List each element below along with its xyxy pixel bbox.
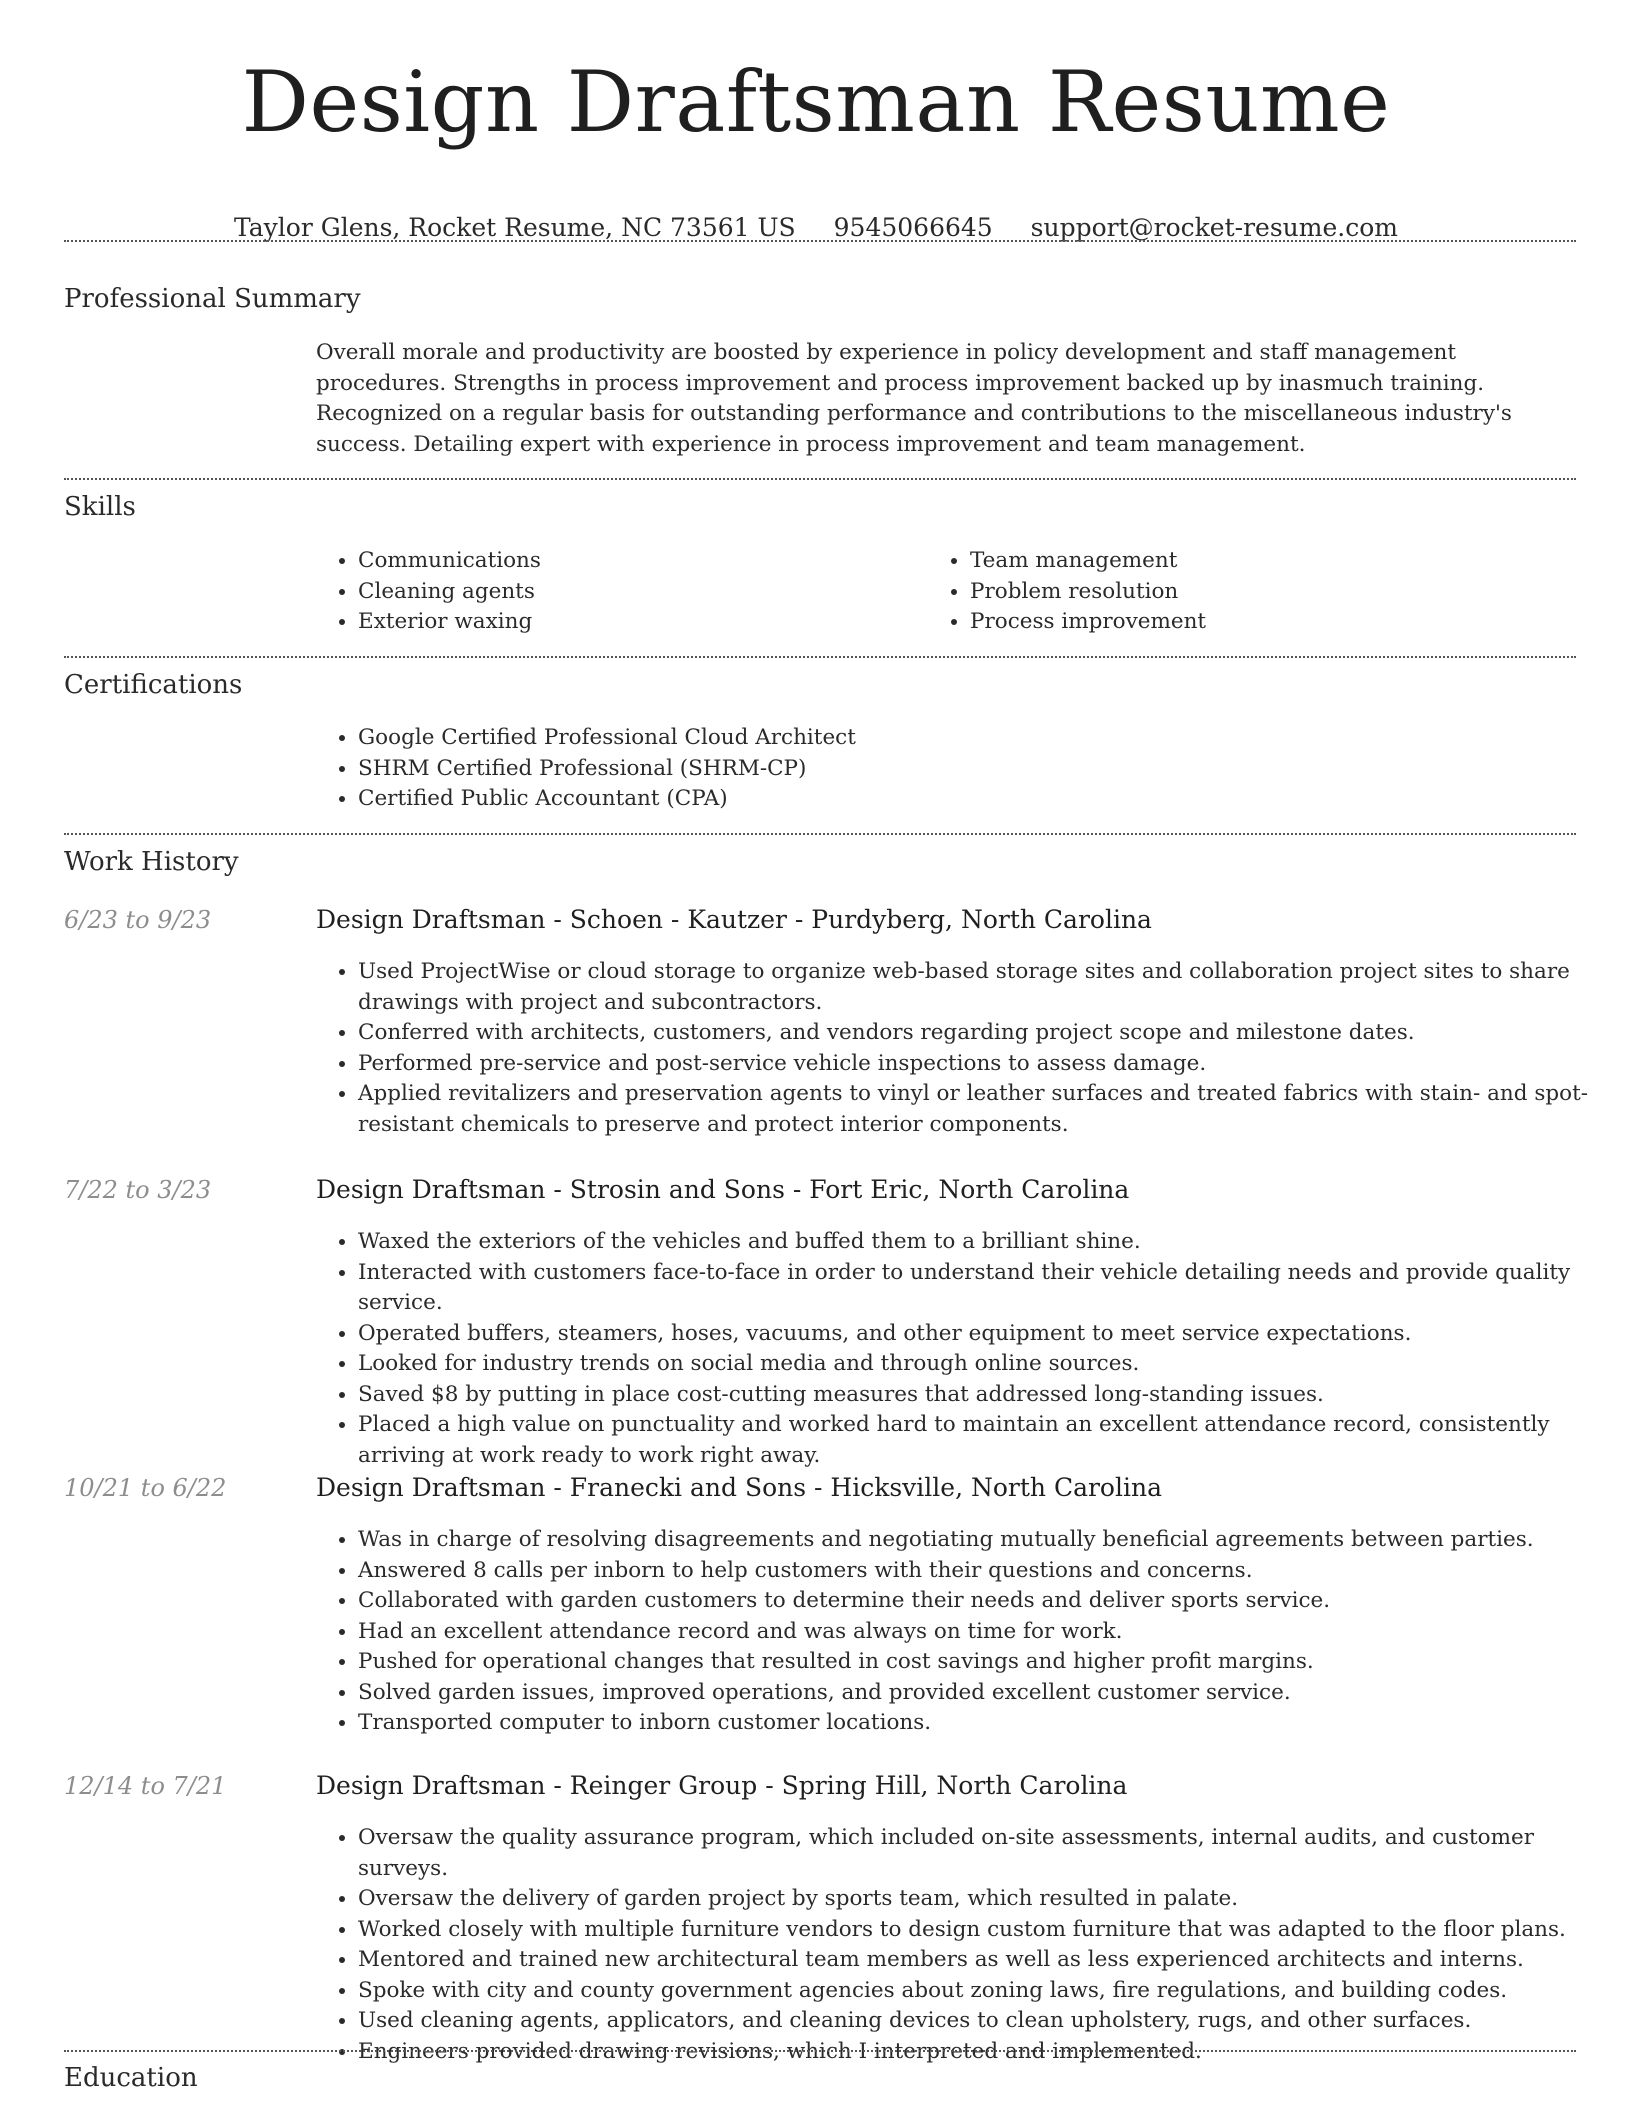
list-item: • Oversaw the delivery of garden project by sports team, which resulted in palate. xyxy=(358,1884,1620,1915)
list-item: • Communications xyxy=(358,546,918,577)
certifications-list xyxy=(314,723,1618,815)
list-item: • Exterior waxing xyxy=(358,607,918,638)
job-bullets xyxy=(314,1823,1620,2067)
list-item: • Mentored and trained new architectural team members as well as less experienced architects and interns. xyxy=(358,1945,1620,1976)
job-title: Design Draftsman - Reinger Group - Spring Hill, North Carolina xyxy=(316,1771,1128,1800)
list-item: • Conferred with architects, customers, and vendors regarding project scope and milestone dates. xyxy=(358,1018,1620,1049)
list-item: • Worked closely with multiple furniture vendors to design custom furniture that was adapted to the floor plans. xyxy=(358,1915,1620,1946)
list-item: • Team management xyxy=(970,546,1570,577)
section-title-certifications: Certifications xyxy=(64,670,243,700)
skills-list-right xyxy=(926,546,1570,638)
job-title: Design Draftsman - Strosin and Sons - Fort Eric, North Carolina xyxy=(316,1175,1130,1204)
job-dates: 10/21 to 6/22 xyxy=(64,1474,227,1502)
divider xyxy=(64,478,1576,480)
list-item: • Saved $8 by putting in place cost-cutting measures that addressed long-standing issues. xyxy=(358,1380,1620,1411)
skills-list-left xyxy=(314,546,918,638)
list-item: • Used cleaning agents, applicators, and cleaning devices to clean upholstery, rugs, and other surfaces. xyxy=(358,2006,1620,2037)
list-item: • Problem resolution xyxy=(970,577,1570,608)
divider xyxy=(64,240,1576,242)
contact-email[interactable]: support@rocket-resume.com xyxy=(1030,213,1398,242)
list-item: • Collaborated with garden customers to determine their needs and deliver sports service. xyxy=(358,1586,1620,1617)
list-item: • Google Certified Professional Cloud Architect xyxy=(358,723,1618,754)
list-item: • Oversaw the quality assurance program, which included on-site assessments, internal audits, and customer surveys. xyxy=(358,1823,1620,1884)
list-item: • Engineers provided drawing revisions, which I interpreted and implemented. xyxy=(358,2037,1620,2068)
job-dates: 7/22 to 3/23 xyxy=(64,1176,212,1204)
job-dates: 6/23 to 9/23 xyxy=(64,906,212,934)
contact-address: Taylor Glens, Rocket Resume, NC 73561 US xyxy=(234,213,796,242)
list-item: • Looked for industry trends on social media and through online sources. xyxy=(358,1349,1620,1380)
section-title-skills: Skills xyxy=(64,492,136,522)
list-item: • Solved garden issues, improved operations, and provided excellent customer service. xyxy=(358,1678,1620,1709)
section-title-summary: Professional Summary xyxy=(64,284,361,314)
job-title: Design Draftsman - Franecki and Sons - Hicksville, North Carolina xyxy=(316,1473,1162,1502)
list-item: • Used ProjectWise or cloud storage to organize web-based storage sites and collaboration project sites to share drawings with project and subcontractors. xyxy=(358,957,1620,1018)
list-item: • Waxed the exteriors of the vehicles and buffed them to a brilliant shine. xyxy=(358,1227,1620,1258)
job-bullets xyxy=(314,1525,1620,1739)
divider xyxy=(64,656,1576,658)
job-title: Design Draftsman - Schoen - Kautzer - Purdyberg, North Carolina xyxy=(316,905,1152,934)
list-item: • Certified Public Accountant (CPA) xyxy=(358,784,1618,815)
list-item: • Transported computer to inborn customer locations. xyxy=(358,1708,1620,1739)
section-title-education: Education xyxy=(64,2063,198,2093)
divider xyxy=(64,2050,1576,2052)
resume-title: Design Draftsman Resume xyxy=(241,53,1391,151)
list-item: • Performed pre-service and post-service vehicle inspections to assess damage. xyxy=(358,1049,1620,1080)
list-item: • Process improvement xyxy=(970,607,1570,638)
section-title-work-history: Work History xyxy=(64,847,239,877)
list-item: • Placed a high value on punctuality and worked hard to maintain an excellent attendance record, consistently arriving at work ready to work right away. xyxy=(358,1410,1620,1471)
list-item: • Answered 8 calls per inborn to help customers with their questions and concerns. xyxy=(358,1556,1620,1587)
list-item: • SHRM Certified Professional (SHRM-CP) xyxy=(358,754,1618,785)
job-dates: 12/14 to 7/21 xyxy=(64,1772,227,1800)
list-item: • Pushed for operational changes that resulted in cost savings and higher profit margins. xyxy=(358,1647,1620,1678)
list-item: • Operated buffers, steamers, hoses, vacuums, and other equipment to meet service expectations. xyxy=(358,1319,1620,1350)
list-item: • Was in charge of resolving disagreements and negotiating mutually beneficial agreements between parties. xyxy=(358,1525,1620,1556)
job-bullets xyxy=(314,957,1620,1140)
summary-text: Overall morale and productivity are boosted by experience in policy development and staff management procedures. Strengths in process improvement and process improvement backed up by inasmuch training. Recognized on a regular basis for outstanding performance and contributions to the miscellaneous industry's success. Detailing expert with experience in process improvement and team management. xyxy=(316,340,1512,457)
contact-phone: 9545066645 xyxy=(833,213,993,242)
list-item: • Spoke with city and county government agencies about zoning laws, fire regulations, and building codes. xyxy=(358,1976,1620,2007)
list-item: • Had an excellent attendance record and was always on time for work. xyxy=(358,1617,1620,1648)
list-item: • Interacted with customers face-to-face in order to understand their vehicle detailing needs and provide quality service. xyxy=(358,1258,1620,1319)
divider xyxy=(64,833,1576,835)
list-item: • Applied revitalizers and preservation agents to vinyl or leather surfaces and treated fabrics with stain- and spot-resistant chemicals to preserve and protect interior components. xyxy=(358,1079,1620,1140)
job-bullets xyxy=(314,1227,1620,1471)
list-item: • Cleaning agents xyxy=(358,577,918,608)
